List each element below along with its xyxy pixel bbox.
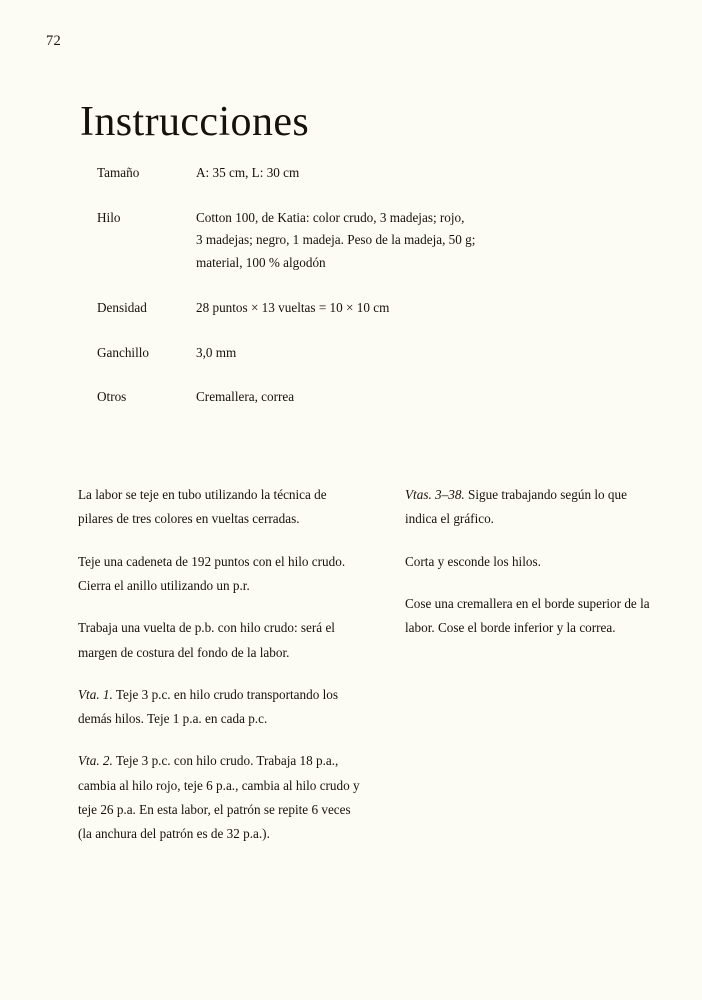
spec-label: Tamaño (97, 165, 140, 180)
left-column (78, 470, 361, 865)
paragraph-text: Teje 3 p.c. con hilo crudo. Trabaja 18 p.a., cambia al hilo rojo, teje 6 p.a., cambia al hilo crudo y teje 26 p.a. En esta labor, el patrón se repite 6 veces (la anchura del patrón es de 32 p.a.). (78, 753, 360, 842)
spec-value (196, 342, 617, 365)
spec-value (196, 162, 617, 185)
spec-value-line: 3,0 mm (196, 344, 237, 360)
spec-row (97, 297, 617, 320)
paragraph-text: Cose una cremallera en el borde superior de la labor. Cose el borde inferior y la correa. (405, 596, 650, 636)
right-column (405, 470, 660, 865)
paragraph-lead: Vta. 1. (78, 686, 113, 702)
paragraph (78, 683, 361, 732)
paragraph-lead: Vta. 2. (78, 753, 113, 769)
spec-value-line: material, 100 % algodón (196, 255, 326, 271)
spec-label: Otros (97, 389, 127, 405)
paragraph (78, 483, 361, 532)
paragraph-lead: Vtas. 3–38. (405, 487, 465, 503)
spec-row (97, 386, 617, 409)
spec-value-line: 28 puntos × 13 vueltas = 10 × 10 cm (196, 299, 390, 315)
page-title: Instrucciones (80, 99, 310, 146)
spec-value (196, 297, 617, 320)
spec-label: Ganchillo (97, 344, 150, 360)
spec-row (97, 162, 617, 185)
page-number: 72 (46, 33, 61, 49)
paragraph-text: Corta y esconde los hilos. (405, 553, 541, 569)
spec-value-line: Cotton 100, de Katia: color crudo, 3 madejas; rojo, (196, 209, 465, 225)
spec-label: Densidad (97, 299, 147, 315)
spec-row (97, 207, 617, 275)
paragraph (405, 483, 660, 532)
paragraph (405, 592, 660, 641)
body-columns (78, 470, 650, 865)
spec-value-line: 3 madejas; negro, 1 madeja. Peso de la madeja, 50 g; (196, 232, 476, 248)
paragraph-text: Teje 3 p.c. en hilo crudo transportando los demás hilos. Teje 1 p.a. en cada p.c. (78, 686, 338, 727)
spec-value (196, 386, 617, 409)
paragraph-text: Trabaja una vuelta de p.b. con hilo crudo: será el margen de costura del fondo de la labor. (78, 620, 335, 660)
paragraph (78, 550, 361, 599)
spec-label: Hilo (97, 209, 121, 225)
specifications-table (97, 162, 617, 431)
paragraph-text: Sigue trabajando según lo que indica el gráfico. (405, 487, 627, 527)
paragraph-text: La labor se teje en tubo utilizando la técnica de pilares de tres colores en vueltas cerradas. (78, 487, 327, 527)
spec-value-line: A: 35 cm, L: 30 cm (196, 165, 300, 180)
paragraph (405, 550, 660, 574)
paragraph (78, 749, 361, 846)
spec-value (196, 207, 617, 275)
paragraph (78, 616, 361, 665)
spec-row (97, 342, 617, 365)
paragraph-text: Teje una cadeneta de 192 puntos con el hilo crudo. Cierra el anillo utilizando un p.r. (78, 553, 346, 594)
spec-value-line: Cremallera, correa (196, 389, 295, 405)
